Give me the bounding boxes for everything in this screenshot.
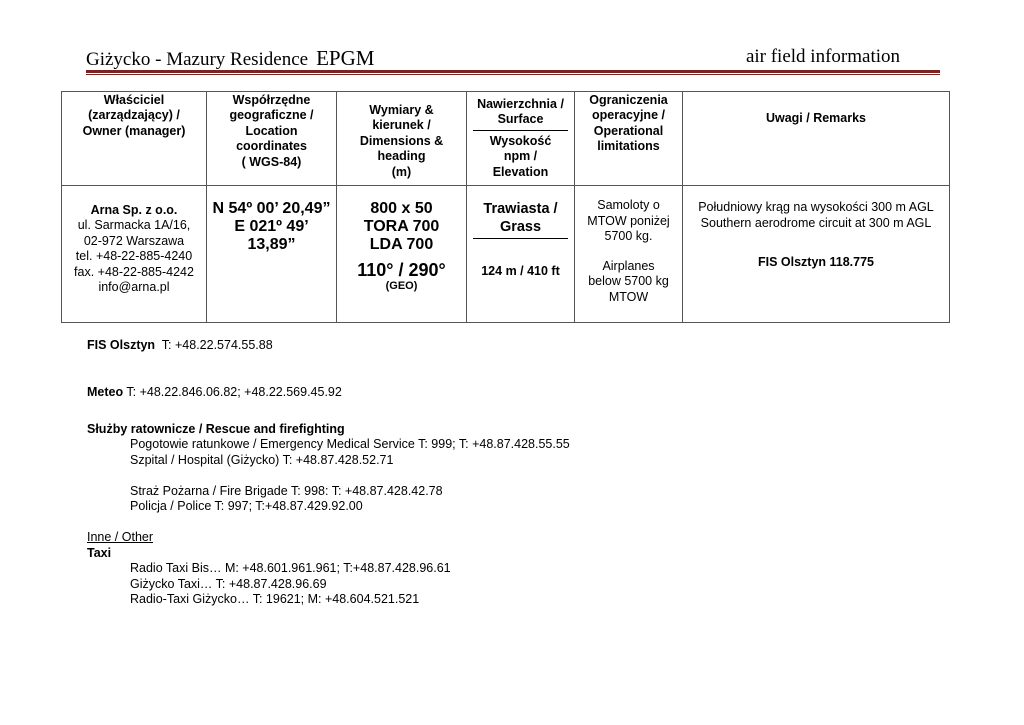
list-item: Radio-Taxi Giżycko… T: 19621; M: +48.604.521.521: [130, 592, 420, 606]
list-item: Policja / Police T: 997; T:+48.87.429.92.00: [130, 499, 363, 513]
page-header: [86, 44, 900, 70]
table-header-row: [62, 92, 950, 186]
header-remarks: Uwagi / Remarks: [683, 92, 950, 186]
header-surface: Nawierzchnia / Surface: [473, 97, 568, 131]
list-item: Straż Pożarna / Fire Brigade T: 998: T: +48.87.428.42.78: [130, 483, 443, 498]
cell-surface-elevation: Trawiasta / Grass 124 m / 410 ft: [467, 186, 575, 323]
header-surface-elevation: [467, 92, 575, 186]
list-item: Szpital / Hospital (Giżycko) T: +48.87.428.52.71: [130, 452, 394, 467]
rescue-heading: Służby ratownicze / Rescue and firefighting: [87, 421, 345, 436]
header-title: Giżycko - Mazury Residence: [86, 49, 309, 70]
elevation-value: 124 m / 410 ft: [481, 264, 560, 278]
cell-dimensions: 800 x 50 TORA 700 LDA 700 110° / 290° (GEO): [337, 186, 467, 323]
header-coordinates: Współrzędne geograficzne / Location coordinates ( WGS-84): [207, 92, 337, 186]
header-elevation: Wysokość npm / Elevation: [489, 133, 552, 179]
list-item: Pogotowie ratunkowe / Emergency Medical Service T: 999; T: +48.87.428.55.55: [130, 437, 570, 451]
fis-frequency: FIS Olsztyn 118.775: [757, 255, 875, 269]
header-rule-thick: [86, 70, 940, 73]
cell-remarks: Południowy krąg na wysokości 300 m AGL Southern aerodrome circuit at 300 m AGL FIS Olsztyn 118.775: [683, 186, 950, 323]
list-item: Giżycko Taxi… T: +48.87.428.96.69: [130, 576, 327, 591]
header-limitations: Ograniczenia operacyjne / Operational limitations: [575, 92, 683, 186]
cell-limitations: Samoloty o MTOW poniżej 5700 kg. Airplanes below 5700 kg MTOW: [575, 186, 683, 323]
cell-owner: Arna Sp. z o.o. ul. Sarmacka 1A/16, 02-972 Warszawa tel. +48-22-885-4240 fax. +48-22-885-4242 info@arna.pl: [62, 186, 207, 323]
table-data-row: [62, 186, 950, 323]
taxi-heading: Taxi: [87, 545, 112, 560]
meteo-contact: Meteo T: +48.22.846.06.82; +48.22.569.45.92: [87, 384, 342, 399]
header-dimensions: Wymiary & kierunek / Dimensions & heading (m): [337, 92, 467, 186]
header-title-group: [86, 46, 374, 71]
cell-coordinates: N 54º 00’ 20,49” E 021º 49’ 13,89”: [207, 186, 337, 323]
other-heading: Inne / Other: [87, 530, 154, 544]
runway-heading: 110° / 290°: [357, 260, 446, 280]
fis-contact: FIS Olsztyn T: +48.22.574.55.88: [87, 338, 273, 352]
header-rule-thin: [86, 74, 940, 75]
contacts-section: [87, 338, 570, 608]
header-right-label: air field information: [745, 46, 900, 67]
header-owner: Właściciel (zarządzający) / Owner (manager): [62, 92, 207, 186]
airfield-info-table: [61, 91, 950, 323]
airfield-code: EPGM: [316, 46, 375, 70]
list-item: Radio Taxi Bis… M: +48.601.961.961; T:+48.87.428.96.61: [130, 561, 451, 575]
